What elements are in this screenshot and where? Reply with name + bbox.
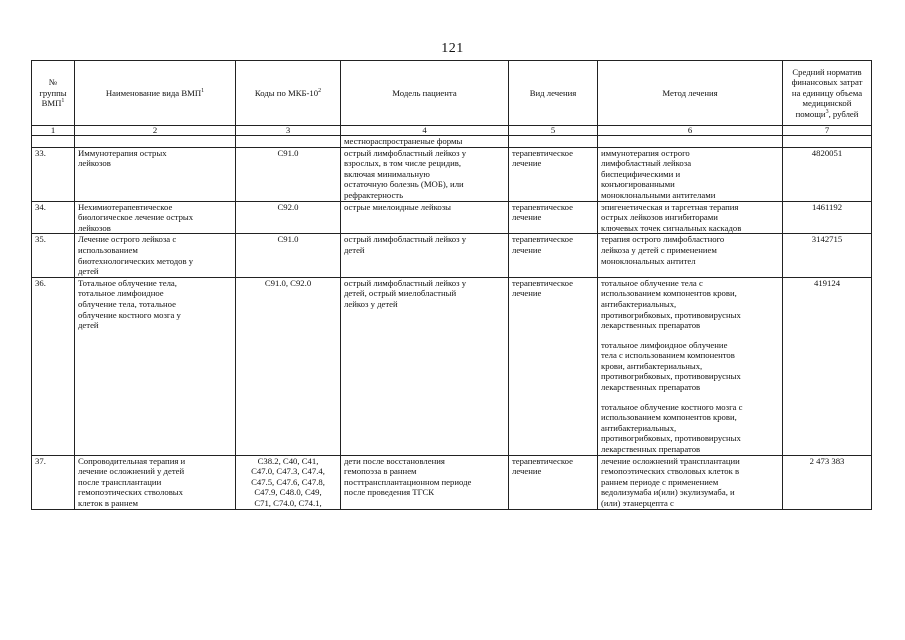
- treatment-type: [509, 201, 598, 234]
- column-number: 6: [598, 126, 783, 136]
- cost-norm: 3142715: [783, 234, 872, 277]
- treatment-method-line: противогрибковых, противовирусных: [601, 433, 741, 444]
- vmp-name-line: облучение костного мозга у: [78, 309, 181, 320]
- mkb-codes-line: C47.0, C47.3, C47.4,: [251, 466, 325, 477]
- patient-model-line: лейкоз у детей: [344, 298, 398, 309]
- treatment-type-line: терапевтическое: [512, 234, 573, 245]
- treatment-method-line: тотальное облучение тела с: [601, 277, 703, 288]
- treatment-method-line: использованием компонентов крови,: [601, 412, 737, 423]
- vmp-name-line: тотальное лимфоидное: [78, 288, 164, 299]
- vmp-name-line: лечение осложнений у детей: [78, 466, 185, 477]
- patient-model-line: острый лимфобластный лейкоз у: [344, 147, 467, 158]
- treatment-method-line: лекарственных препаратов: [601, 320, 701, 331]
- mkb-codes-line: C92.0: [277, 201, 299, 212]
- patient-model-line: детей: [344, 244, 365, 255]
- treatment-type: [509, 234, 598, 277]
- header-treatment-method: Метод лечения: [598, 61, 783, 126]
- patient-model: [341, 455, 509, 509]
- treatment-method-line: лекарственных препаратов: [601, 382, 701, 393]
- vmp-name-line: детей: [78, 320, 99, 331]
- treatment-method-line: лечение осложнений трансплантации: [601, 455, 740, 466]
- treatment-type-line: лечение: [512, 466, 542, 477]
- vmp-name-line: гемопоэтических стволовых: [78, 487, 183, 498]
- patient-model: [341, 147, 509, 201]
- patient-model-line: после проведения ТГСК: [344, 487, 435, 498]
- treatment-method-line: моноклональных антител: [601, 255, 696, 266]
- header-patient-model: Модель пациента: [341, 61, 509, 126]
- row-number: 34.: [32, 201, 75, 234]
- treatment-method-line: лимфобластный лейкоза: [601, 158, 692, 169]
- treatment-type-line: лечение: [512, 288, 542, 299]
- continuation-row: [32, 136, 872, 148]
- vmp-name-line: детей: [78, 266, 99, 277]
- treatment-method-line: тотальное облучение костного мозга с: [601, 401, 743, 412]
- treatment-method: [598, 455, 783, 509]
- row-number: 35.: [32, 234, 75, 277]
- treatment-method-line: моноклональными антителами: [601, 189, 716, 200]
- treatment-method: [598, 234, 783, 277]
- header-group-no: № группы ВМП$^1$: [32, 61, 75, 126]
- treatment-method-line: лекарственных препаратов: [601, 444, 701, 455]
- treatment-method-line: антибактериальных,: [601, 422, 677, 433]
- treatment-method-line: крови, антибактериальных,: [601, 360, 703, 371]
- treatment-type-line: лечение: [512, 158, 542, 169]
- treatment-type-line: терапевтическое: [512, 147, 573, 158]
- treatment-type-line: лечение: [512, 244, 542, 255]
- mkb-codes-line: C47.5, C47.6, C47.8,: [251, 476, 325, 487]
- treatment-type: [509, 455, 598, 509]
- vmp-name-line: использованием: [78, 244, 138, 255]
- treatment-type-line: терапевтическое: [512, 277, 573, 288]
- column-number: 3: [236, 126, 341, 136]
- patient-model-line: рефрактерность: [344, 189, 404, 200]
- treatment-method-line: тела с использованием компонентов: [601, 350, 735, 361]
- cost-norm: 4820051: [783, 147, 872, 201]
- mkb-codes-line: C91.0, C92.0: [264, 277, 312, 288]
- treatment-method-line: лейкоза у детей с применением: [601, 244, 717, 255]
- column-number-row: [32, 126, 872, 136]
- treatment-method-line: эпигенетическая и таргетная терапия: [601, 201, 739, 212]
- treatment-type: [509, 147, 598, 201]
- table-body: [32, 136, 872, 510]
- vmp-name: [75, 147, 236, 201]
- header-mkb-codes: Коды по МКБ-$10^2$: [236, 61, 341, 126]
- table-row: [32, 277, 872, 455]
- treatment-method-line: противогрибковых, противовирусных: [601, 309, 741, 320]
- treatment-method-line: противогрибковых, противовирусных: [601, 371, 741, 382]
- vmp-name: [75, 234, 236, 277]
- mkb-codes-line: C38.2, C40, C41,: [257, 455, 319, 466]
- vmp-table: [31, 60, 872, 510]
- header-cost-norm: Средний норматив финансовых затрат на единицу объема медицинской помощи$^3$, рублей: [783, 61, 872, 126]
- mkb-codes: [236, 201, 341, 234]
- mkb-codes: [236, 147, 341, 201]
- row-number: 36.: [32, 277, 75, 455]
- mkb-codes: [236, 455, 341, 509]
- treatment-method-line: ведолизумаба и(или) экулизумаба, и: [601, 487, 735, 498]
- treatment-method-line: биспецифическими и: [601, 168, 681, 179]
- vmp-name: [75, 277, 236, 455]
- treatment-method-line: антибактериальных,: [601, 298, 677, 309]
- treatment-method-line: раннем периоде с применением: [601, 476, 719, 487]
- patient-model: [341, 234, 509, 277]
- treatment-method-line: (или) этанерцепта с: [601, 498, 674, 508]
- vmp-name-line: клеток в раннем: [78, 498, 138, 508]
- table-row: [32, 147, 872, 201]
- vmp-name: [75, 201, 236, 234]
- treatment-method-line: использованием компонентов крови,: [601, 288, 737, 299]
- patient-model: [341, 277, 509, 455]
- patient-model-line: острый лимфобластный лейкоз у: [344, 234, 467, 245]
- continuation-text: местнораспространеные формы: [341, 136, 509, 148]
- patient-model-line: острые миелоидные лейкозы: [344, 201, 452, 212]
- table-row: [32, 455, 872, 509]
- column-number: 4: [341, 126, 509, 136]
- patient-model-line: дети после восстановления: [344, 455, 445, 466]
- column-number: 1: [32, 126, 75, 136]
- vmp-name-line: после трансплантации: [78, 476, 162, 487]
- column-number: 5: [509, 126, 598, 136]
- treatment-method: [598, 147, 783, 201]
- patient-model-line: детей, острый миелобластный: [344, 288, 457, 299]
- cost-norm: 1461192: [783, 201, 872, 234]
- treatment-type-line: терапевтическое: [512, 201, 573, 212]
- treatment-method-line: тотальное лимфоидное облучение: [601, 339, 728, 350]
- cost-norm: 2 473 383: [783, 455, 872, 509]
- treatment-method-line: острых лейкозов ингибиторами: [601, 212, 718, 223]
- vmp-name-line: Тотальное облучение тела,: [78, 277, 177, 288]
- mkb-codes-line: C47.9, C48.0, C49,: [254, 487, 322, 498]
- header-vmp-name: Наименование вида ВМП$^1$: [75, 61, 236, 126]
- treatment-method-line: ключевых точек сигнальных каскадов: [601, 222, 742, 233]
- vmp-name-line: Иммунотерапия острых: [78, 147, 167, 158]
- patient-model-line: остаточную болезнь (МОБ), или: [344, 179, 464, 190]
- table-row: [32, 201, 872, 234]
- mkb-codes-line: C91.0: [277, 147, 299, 158]
- table-header: [32, 61, 872, 136]
- vmp-name-line: Лечение острого лейкоза с: [78, 234, 177, 245]
- header-treatment-type: Вид лечения: [509, 61, 598, 126]
- row-number: 33.: [32, 147, 75, 201]
- treatment-method-line: конъюгированными: [601, 179, 675, 190]
- column-number: 2: [75, 126, 236, 136]
- patient-model-line: включая минимальную: [344, 168, 430, 179]
- treatment-method-line: гемопоэтических стволовых клеток в: [601, 466, 740, 477]
- vmp-name-line: биологическое лечение острых: [78, 212, 194, 223]
- mkb-codes-line: C91.0: [277, 234, 299, 245]
- treatment-method-line: терапия острого лимфобластного: [601, 234, 725, 245]
- page-number: 121: [441, 41, 464, 56]
- mkb-codes: [236, 277, 341, 455]
- vmp-name-line: биотехнологических методов у: [78, 255, 194, 266]
- treatment-method-line: иммунотерапия острого: [601, 147, 690, 158]
- vmp-name-line: облучение тела, тотальное: [78, 298, 176, 309]
- treatment-type-line: лечение: [512, 212, 542, 223]
- patient-model-line: посттрансплантационном периоде: [344, 476, 472, 487]
- treatment-type-line: терапевтическое: [512, 455, 573, 466]
- cost-norm: 419124: [783, 277, 872, 455]
- vmp-name-line: лейкозов: [78, 222, 111, 233]
- mkb-codes-line: C71, C74.0, C74.1,: [254, 498, 322, 508]
- treatment-method: [598, 201, 783, 234]
- mkb-codes: [236, 234, 341, 277]
- treatment-type: [509, 277, 598, 455]
- vmp-name-line: лейкозов: [78, 158, 111, 169]
- table-row: [32, 234, 872, 277]
- patient-model-line: острый лимфобластный лейкоз у: [344, 277, 467, 288]
- patient-model-line: взрослых, в том числе рецидив,: [344, 158, 462, 169]
- patient-model: [341, 201, 509, 234]
- treatment-method: [598, 277, 783, 455]
- row-number: 37.: [32, 455, 75, 509]
- patient-model-line: гемопоэза в раннем: [344, 466, 417, 477]
- vmp-name-line: Сопроводительная терапия и: [78, 455, 186, 466]
- column-number: 7: [783, 126, 872, 136]
- vmp-name: [75, 455, 236, 509]
- vmp-name-line: Нехимиотерапевтическое: [78, 201, 173, 212]
